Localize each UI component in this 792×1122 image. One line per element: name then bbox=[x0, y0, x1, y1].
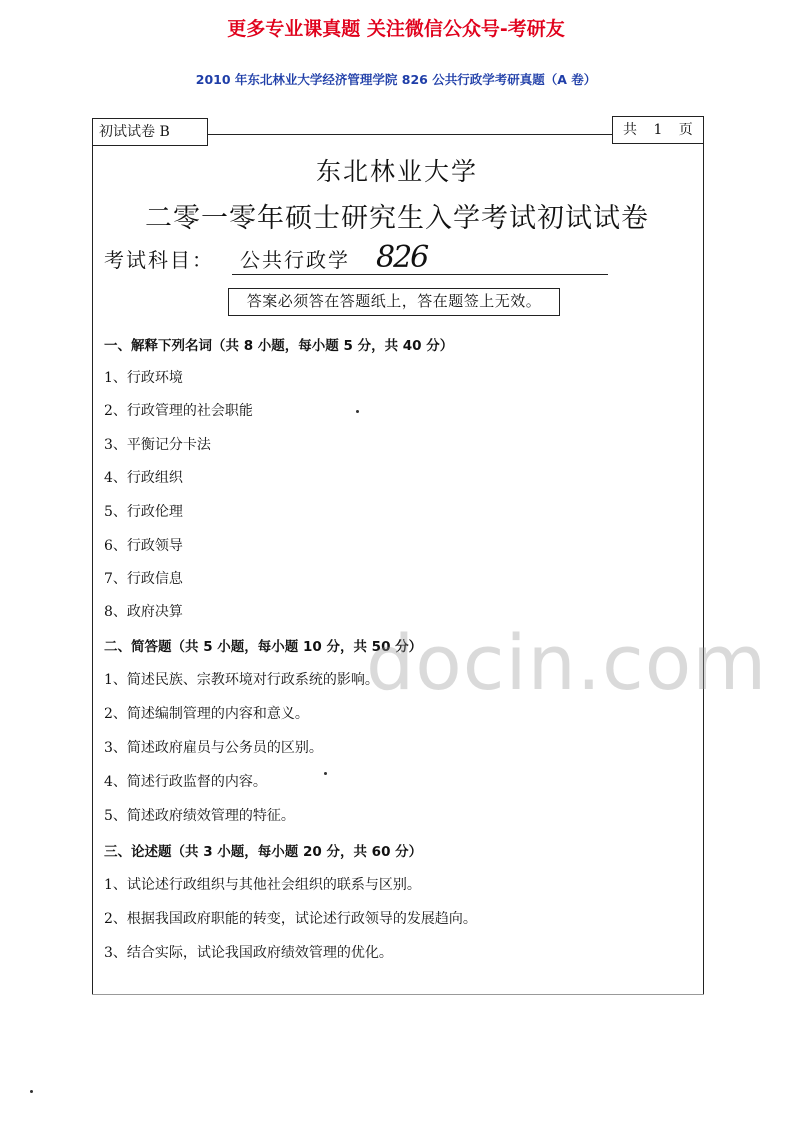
scan-speck bbox=[30, 1090, 33, 1093]
answer-notice: 答案必须答在答题纸上，答在题签上无效。 bbox=[228, 288, 560, 316]
question-item: 2、行政管理的社会职能 bbox=[104, 403, 253, 419]
question-item: 5、行政伦理 bbox=[104, 504, 183, 520]
paper-version-tag: 初试试卷 B bbox=[92, 118, 208, 146]
question-item: 3、简述政府雇员与公务员的区别。 bbox=[104, 740, 323, 756]
question-item: 1、试论述行政组织与其他社会组织的联系与区别。 bbox=[104, 877, 421, 893]
university-name: 东北林业大学 bbox=[315, 157, 478, 186]
question-item: 8、政府决算 bbox=[104, 604, 183, 620]
watermark: docin.com bbox=[366, 618, 768, 707]
subject-value: 公共行政学 bbox=[240, 248, 350, 272]
section-1-title: 一、解释下列名词（共 8 小题，每小题 5 分，共 40 分） bbox=[104, 338, 454, 354]
question-item: 1、行政环境 bbox=[104, 370, 183, 386]
bottom-border-line bbox=[92, 994, 704, 995]
section-3-title: 三、论述题（共 3 小题，每小题 20 分，共 60 分） bbox=[104, 844, 423, 860]
subject-code-handwritten: 826 bbox=[376, 240, 428, 275]
page-count-tag: 共 1 页 bbox=[612, 116, 704, 144]
top-border-line bbox=[208, 134, 612, 135]
question-item: 2、简述编制管理的内容和意义。 bbox=[104, 706, 309, 722]
scan-speck bbox=[356, 410, 359, 413]
question-item: 4、简述行政监督的内容。 bbox=[104, 774, 267, 790]
question-item: 3、平衡记分卡法 bbox=[104, 437, 211, 453]
section-2-title: 二、简答题（共 5 小题，每小题 10 分，共 50 分） bbox=[104, 639, 423, 655]
question-item: 4、行政组织 bbox=[104, 470, 183, 486]
document-subtitle: 2010 年东北林业大学经济管理学院 826 公共行政学考研真题（A 卷） bbox=[195, 72, 597, 87]
question-item: 5、简述政府绩效管理的特征。 bbox=[104, 808, 295, 824]
question-item: 3、结合实际，试论我国政府绩效管理的优化。 bbox=[104, 945, 393, 961]
question-item: 6、行政领导 bbox=[104, 538, 183, 554]
subject-label: 考试科目： bbox=[104, 248, 214, 272]
subject-underline bbox=[232, 274, 608, 275]
question-item: 7、行政信息 bbox=[104, 571, 183, 587]
question-item: 2、根据我国政府职能的转变，试论述行政领导的发展趋向。 bbox=[104, 911, 477, 927]
scan-speck bbox=[324, 772, 327, 775]
banner-text: 更多专业课真题 关注微信公众号-考研友 bbox=[227, 18, 565, 40]
question-item: 1、简述民族、宗教环境对行政系统的影响。 bbox=[104, 672, 379, 688]
exam-title: 二零一零年硕士研究生入学考试初试试卷 bbox=[145, 203, 649, 234]
